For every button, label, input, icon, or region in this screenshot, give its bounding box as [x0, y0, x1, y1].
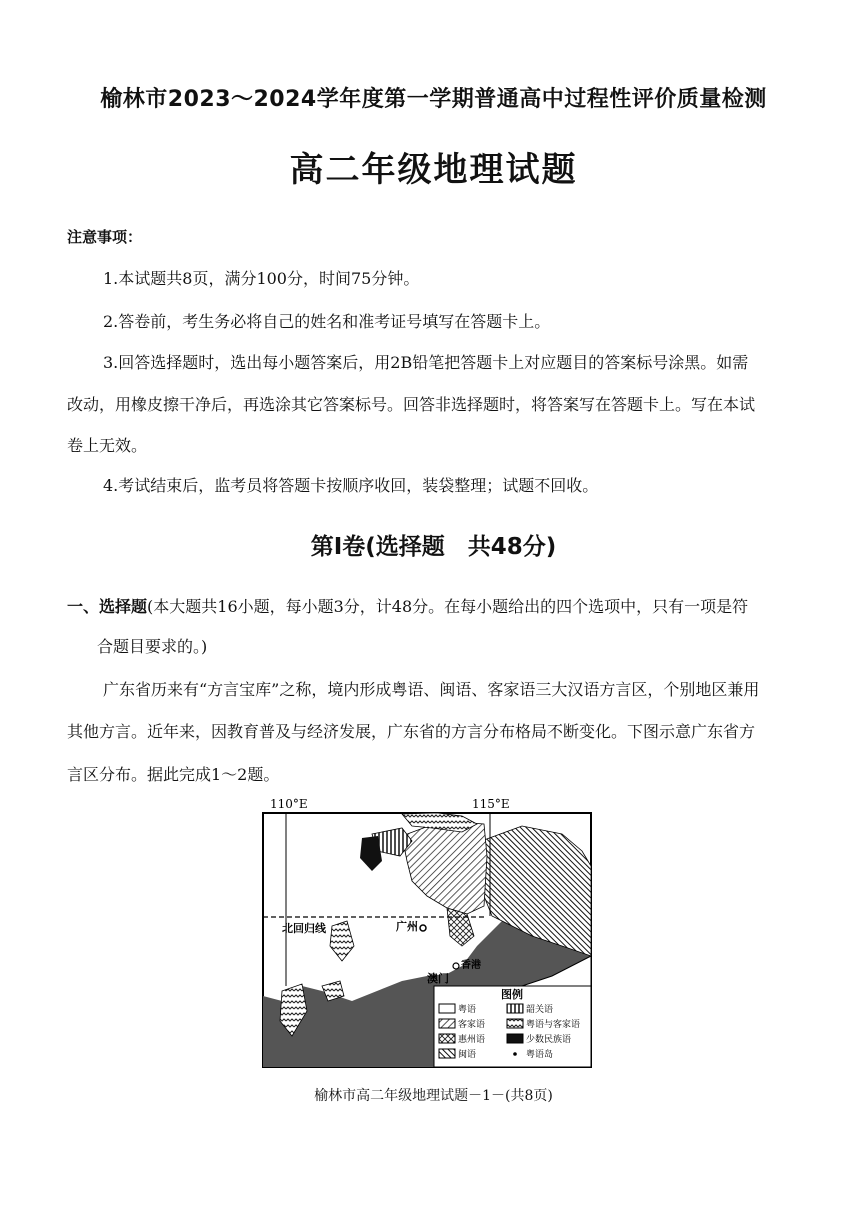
- legend-huizhou: 惠州语: [458, 1035, 486, 1045]
- legend-yue-hakka: 粤语与客家语: [526, 1020, 581, 1030]
- part-title: 一、选择题: [67, 597, 148, 616]
- legend-hakka: 客家语: [458, 1020, 486, 1030]
- lon-label-115: 115°E: [472, 797, 510, 811]
- part-desc: (本大题共16小题，每小题3分，计48分。在每小题给出的四个选项中，只有一项是符: [147, 597, 749, 616]
- section-title: 第Ⅰ卷(选择题 共48分): [310, 534, 557, 560]
- passage-line-1: 广东省历来有“方言宝库”之称，境内形成粤语、闽语、客家语三大汉语方言区，个别地区兼用: [103, 680, 760, 699]
- dialect-map: [262, 796, 592, 1068]
- lon-label-110: 110°E: [270, 797, 308, 811]
- notice-line-4: 改动，用橡皮擦干净后，再选涂其它答案标号。回答非选择题时，将答案写在答题卡上。写在本试: [67, 395, 756, 414]
- legend-title: 图例: [501, 988, 523, 1001]
- notice-line-3: 3.回答选择题时，选出每小题答案后，用2B铅笔把答题卡上对应题目的答案标号涂黑。如需: [103, 353, 749, 372]
- guangzhou-marker: [420, 925, 426, 931]
- city-guangzhou: 广州: [396, 920, 418, 933]
- tropic-label: 北回归线: [282, 922, 326, 935]
- notice-line-6: 4.考试结束后，监考员将答题卡按顺序收回，装袋整理；试题不回收。: [103, 476, 599, 495]
- map-legend: [434, 986, 591, 1067]
- legend-yue: 粤语: [458, 1005, 477, 1015]
- legend-shaoguan: 韶关语: [526, 1005, 554, 1015]
- notice-line-2: 2.答卷前，考生务必将自己的姓名和准考证号填写在答题卡上。: [103, 312, 551, 331]
- notice-line-1: 1.本试题共8页，满分100分，时间75分钟。: [103, 269, 420, 288]
- legend-minority: 少数民族语: [526, 1035, 572, 1045]
- passage-line-2: 其他方言。近年来，因教育普及与经济发展，广东省的方言分布格局不断变化。下图示意广东省方: [67, 722, 756, 741]
- passage-line-3: 言区分布。据此完成1～2题。: [67, 765, 280, 784]
- notice-line-5: 卷上无效。: [67, 436, 148, 455]
- city-macau: 澳门: [427, 972, 449, 985]
- part-intro: [67, 594, 748, 617]
- hongkong-marker: [453, 963, 459, 969]
- legend-min: 闽语: [458, 1050, 477, 1060]
- city-hongkong: 香港: [461, 960, 481, 971]
- page-footer: 榆林市高二年级地理试题－1－(共8页): [314, 1088, 553, 1104]
- exam-header: 榆林市2023～2024学年度第一学期普通高中过程性评价质量检测: [100, 87, 767, 112]
- exam-title: 高二年级地理试题: [289, 150, 578, 190]
- legend-yue-island: 粤语岛: [526, 1050, 554, 1060]
- notice-title: 注意事项：: [67, 228, 143, 246]
- part-desc-cont: 合题目要求的。): [97, 637, 208, 656]
